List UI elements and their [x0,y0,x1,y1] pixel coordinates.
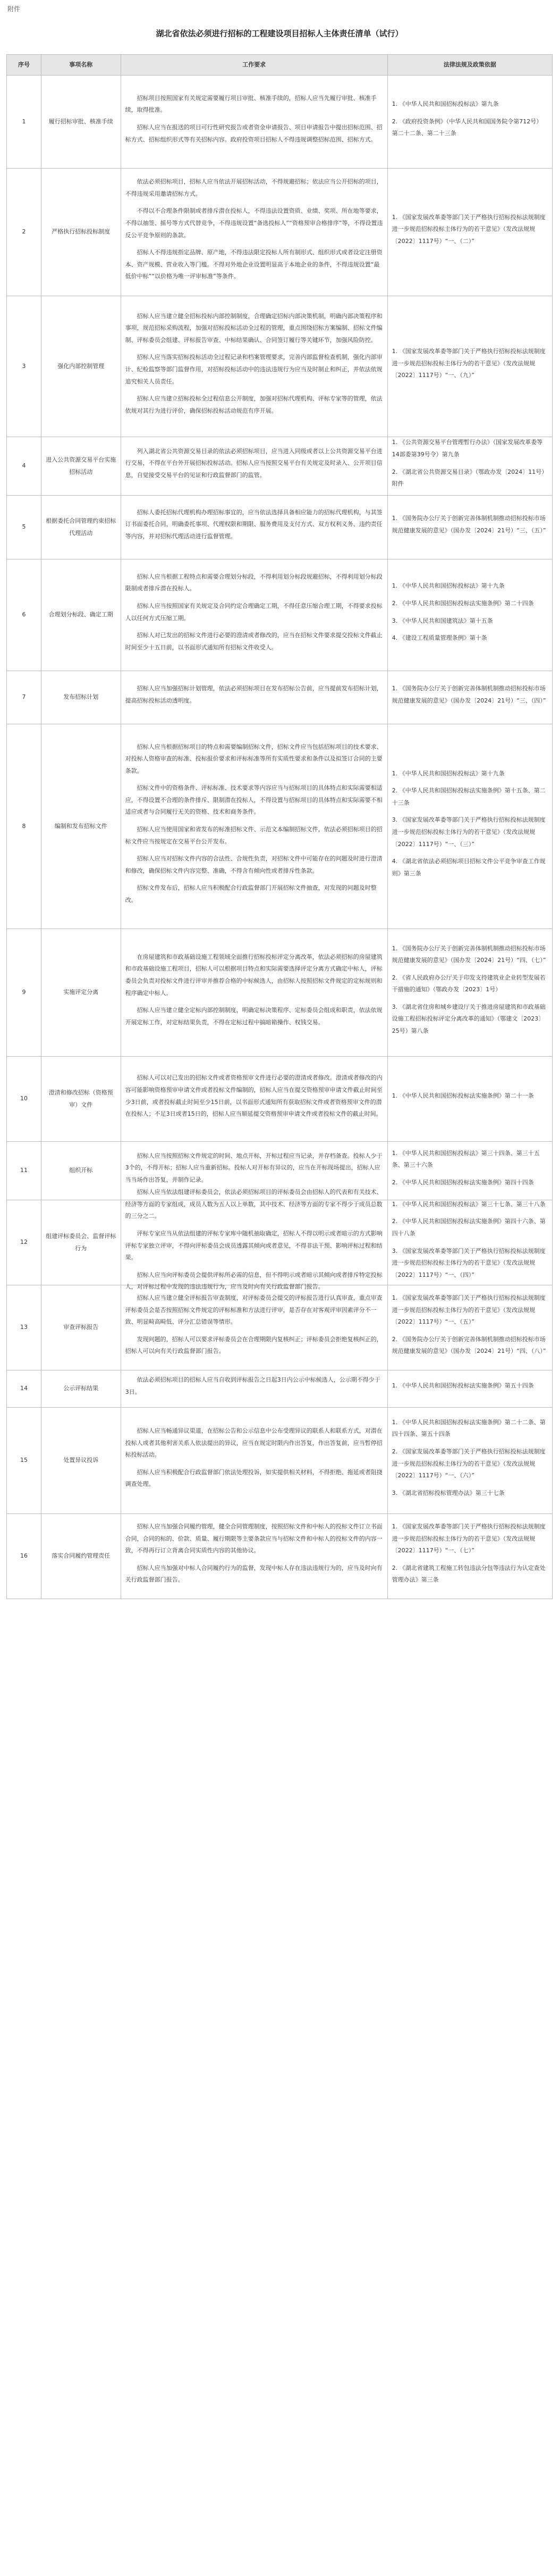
table-row [6,296,553,437]
requirement-paragraph: 招标文件发布后，招标人应当积极配合行政监督部门开展招标文件抽查，对发现的问题及时整改。 [125,884,377,904]
requirement-paragraph: 招标人应当加强合同履约管理，健全合同管理制度，按照招标文件和中标人的投标文件订立书面合同，合同的标的、价款、质量、履行期限等主要条款应当与招标文件和中标人的投标文件的内容一致，不得再行订立背离合同实质性内容的其他协议。 [125,1523,383,1554]
table-row [6,1285,553,1370]
table-row [6,496,553,559]
requirement-paragraph: 招标人应当在报送的项目可行性研究报告或者资金申请报告、项目申请报告中提出招标范围、招标方式、招标组织形式等有关招标内容。政府投资项目招标人不得违规调整招标范围、招标方式。 [125,124,383,143]
header-basis: 法律法规及政策依据 [387,55,552,75]
basis-entry: 1. 《国务院办公厅关于创新完善体制机制推动招标投标市场规范健康发展的意见》（国办发〔2024〕21号）“三、（五）” [392,514,546,534]
requirement-paragraph: 招标人应当根据招标项目的特点和需要编制招标文件，招标文件应当包括招标项目的技术要求、对投标人资格审查的标准、投标报价要求和评标标准等所有实质性要求和条件以及拟签订合同的主要条款。 [125,743,383,774]
basis-cell [387,1370,552,1407]
basis-entry: 1. 《中华人民共和国招标投标法实施条例》第五十四条 [392,1382,534,1390]
header-no: 序号 [18,61,30,69]
item-name: 发布招标计划 [41,671,121,724]
table-row [6,1189,553,1291]
basis-entry: 2. 《省人民政府办公厅关于印发支持建筑业企业转型发展若干措施的通知》（鄂政办发〔2023〕1号） [392,974,546,993]
requirement-paragraph: 列入湖北省公共资源交易目录的依法必须招标项目，应当进入同级或者以上公共资源交易平台进行交易，不得在平台外开展招标投标活动。招标人应当按照交易平台有关规定及时录入、公开项目信息，自觉接受交易平台的见证和行政监督部门的监管。 [125,447,383,479]
requirement-paragraph: 招标人应当畅通异议渠道，在招标公告和公示信息中公布受理异议的联系人和联系方式，对潜在投标人或者其他利害关系人依法提出的异议，应当在规定时限内作出答复，作出答复前，应当暂停招标投标活动。 [125,1427,383,1459]
table-row [6,559,553,671]
row-number: 10 [20,1095,28,1102]
table-row [6,437,553,496]
requirements-cell [121,496,387,559]
basis-entry: 3. 《国家发展改革委等部门关于严格执行招标投标法规制度进一步规范招标投标主体行为的若干意见》（发改法规规〔2022〕1117号）“一、（三）” [392,816,546,848]
basis-entry: 2. 《中华人民共和国招标投标法实施条例》第四十六条、第四十八条 [392,1218,546,1237]
item-name: 落实合同履约管理责任 [41,1514,121,1599]
row-number: 8 [22,822,26,830]
table-row [6,1057,553,1142]
requirements-cell [121,1057,387,1141]
basis-entry: 1. 《国务院办公厅关于创新完善体制机制推动招标投标市场规范健康发展的意见》（国办发〔2024〕21号）“四、（七）” [392,944,546,964]
header-item: 事项名称 [41,55,121,75]
basis-cell [387,76,552,168]
requirements-cell [121,437,387,495]
row-number: 12 [20,1239,28,1246]
basis-entry: 2. 《中华人民共和国招标投标法实施条例》第四十四条 [392,1178,534,1186]
requirements-cell [121,1370,387,1407]
requirement-paragraph: 招标人应当建立招标投标全过程信息公开制度，加强对招标代理机构、评标专家等的管理，依法依规对其行为进行评价，确保招标投标活动规范有序开展。 [125,395,383,414]
row-number: 7 [22,693,26,701]
requirements-cell [121,671,387,724]
requirement-paragraph: 招标文件中的资格条件、评标标准、技术要求等内容应当与招标项目的具体特点和实际需要相适应，不得设置不合理的条件排斥、限制潜在投标人，不得设置与招标项目的具体特点和实际需要不相适应或者与合同履行无关的资格、技术和商务条件。 [125,784,383,816]
requirements-cell [121,1285,387,1370]
requirements-cell [121,929,387,1056]
basis-entry: 1. 《中华人民共和国招标投标法》第九条 [392,101,499,108]
basis-entry: 1. 《中华人民共和国招标投标法实施条例》第二十一条 [392,1092,534,1100]
row-number: 11 [20,1167,28,1174]
requirement-paragraph: 在房屋建筑和市政基础设施工程领域全面推行招标投标评定分离改革，依法必须招标的房屋建筑和市政基础设施工程项目，招标人可以根据项目特点和实际需要选择评定分离方式确定中标人，评标委员会负责对投标文件进行评审并推荐合格的中标候选人，由招标人按照招标文件规定的定标规则和程序确定中标人。 [125,953,383,997]
basis-entry: 1. 《国务院办公厅关于创新完善体制机制推动招标投标市场规范健康发展的意见》（国办发〔2024〕21号）“三、（四）” [392,684,546,704]
basis-entry: 1. 《国家发展改革委等部门关于严格执行招标投标法规制度进一步规范招标投标主体行为的若干意见》（发改法规规〔2022〕1117号）“一、（九）” [392,348,546,379]
basis-cell [387,671,552,724]
requirement-paragraph: 招标人应当落实招标投标活动全过程记录和档案管理要求，完善内部监督检查机制，强化内部审计、纪检监察等部门监督作用，对招标投标活动中的违法违规行为应当及时制止和纠正，并依法依规追究相关人员责任。 [125,354,383,385]
basis-entry: 1. 《国家发展改革委等部门关于严格执行招标投标法规制度进一步规范招标投标主体行为的若干意见》（发改法规规〔2022〕1117号）“一、（七）” [392,1523,546,1554]
requirement-paragraph: 依法必须招标项目的招标人应当自收到评标报告之日起3日内公示中标候选人，公示期不得少于3日。 [125,1376,380,1395]
row-number: 9 [22,989,26,996]
requirements-cell [121,724,387,929]
requirement-paragraph: 招标人对已发出的招标文件进行必要的澄清或者修改的，应当在招标文件要求提交投标文件截止时间至少十五日前，以书面形式通知所有招标文件收受人。 [125,632,383,651]
basis-entry: 2. 《国务院办公厅关于创新完善体制机制推动招标投标市场规范健康发展的意见》（国办发〔2024〕21号）“四、（八）” [392,1335,546,1355]
basis-entry: 1. 《中华人民共和国招标投标法》第三十七条、第三十八条 [392,1200,546,1208]
item-name: 公示评标结果 [41,1370,121,1407]
basis-cell [387,559,552,671]
requirement-paragraph: 招标人应当建立健全评标报告审查制度，对评标委员会提交的评标报告进行认真审查，重点审查评标委员会是否按照招标文件规定的评标标准和方法进行评审，是否存在对客观评审因素评分不一致、明显畸高畸低、评分汇总错误等情形。 [125,1294,383,1326]
requirement-paragraph: 招标人可以对已发出的招标文件或者资格预审文件进行必要的澄清或者修改。澄清或者修改的内容可能影响资格预审申请文件或者投标文件编制的，招标人应当在提交资格预审申请文件截止时间至少3日前，或者投标截止时间至少15日前，以书面形式通知所有获取招标文件或者资格预审文件的潜在投标人；不足3日或者15日的，招标人应当顺延提交资格预审申请文件或者投标文件的截止时间。 [125,1074,383,1118]
basis-cell [387,496,552,559]
table-row [6,724,553,929]
table-row [6,1370,553,1408]
basis-cell [387,1142,552,1200]
item-name: 实施评定分离 [41,929,121,1056]
item-name: 进入公共资源交易平台实施招标活动 [41,437,121,495]
requirement-paragraph: 依法必须招标项目，招标人应当依法开展招标活动，不得规避招标；依法应当公开招标的项目，不得违规采用邀请招标方式。 [125,178,383,197]
item-name: 履行招标审批、核准手续 [41,76,121,168]
basis-entry: 1. 《中华人民共和国招标投标法实施条例》第二十二条、第四十四条、第五十四条 [392,1418,546,1438]
table-row [6,671,553,724]
item-name: 合理划分标段、确定工期 [41,559,121,671]
basis-entry: 2. 《湖北省建筑工程施工转包违法分包等违法行为认定查处管理办法》第三条 [392,1564,546,1584]
row-number: 13 [20,1324,28,1331]
basis-cell [387,437,552,495]
row-number: 3 [22,362,26,370]
basis-entry: 1. 《中华人民共和国招标投标法》第三十四条、第三十五条、第三十六条 [392,1149,540,1169]
basis-entry: 3. 《国家发展改革委等部门关于严格执行招标投标法规制度进一步规范招标投标主体行为的若干意见》（发改法规规〔2022〕1117号）“一、（四）” [392,1247,546,1278]
requirement-paragraph: 招标人应当按照国家有关规定及合同约定合理确定工期，不得任意压缩合理工期，不得要求投标人以任何方式压缩工期。 [125,602,383,622]
document-title: 湖北省依法必须进行招标的工程建设项目招标人主体责任清单（试行） [156,29,403,38]
basis-entry: 2. 《政府投资条例》（中华人民共和国国务院令第712号）第二十二条、第二十三条 [392,118,543,137]
requirement-paragraph: 招标人应当加强对中标人合同履约行为的监督，发现中标人存在违法违规行为的，应当及时向有关行政监督部门报告。 [125,1564,383,1584]
basis-entry: 3. 《湖北省招标投标管理办法》第三十七条 [392,1489,505,1496]
basis-cell [387,1514,552,1599]
requirement-paragraph: 招标人应当依法组建评标委员会，依法必须招标项目的评标委员会由招标人的代表和有关技术、经济等方面的专家组成，成员人数为五人以上单数，其中技术、经济等方面的专家不得少于成员总数的三分之二。 [125,1189,383,1220]
table-row [6,76,553,169]
item-name: 处置异议投诉 [41,1408,121,1513]
requirement-paragraph: 招标人应当按照招标文件规定的时间、地点开标，开标过程应当记录，并存档备查。投标人少于3个的，不得开标；招标人应当重新招标。投标人对开标有异议的，应当在开标现场提出，招标人应当当场作出答复，并制作记录。 [125,1152,383,1183]
table-row [6,929,553,1057]
requirement-paragraph: 招标人应当对招标文件内容的合法性、合规性负责，对招标文件中可能存在的问题及时进行澄清和修改，确保招标文件内容完整、准确，不得含有倾向性或者排斥性条款。 [125,855,383,874]
requirements-cell [121,169,387,296]
item-name: 审查评标报告 [41,1285,121,1370]
requirement-paragraph: 招标人应当建立健全定标内部控制制度，明确定标决策程序、定标委员会组成和职责，依法依规开展定标工作，对定标结果负责，不得在定标过程中搞暗箱操作、权钱交易。 [125,1007,383,1026]
basis-cell [387,724,552,929]
row-number: 2 [22,228,26,236]
row-number: 14 [20,1385,28,1392]
row-number: 15 [20,1457,28,1464]
requirements-cell [121,1514,387,1599]
basis-entry: 4. 《建设工程质量管理条例》第十条 [392,634,487,642]
requirements-cell [121,296,387,437]
item-name: 澄清和修改招标（资格预审）文件 [41,1057,121,1141]
basis-entry: 1. 《国家发展改革委等部门关于严格执行招标投标法规制度进一步规范招标投标主体行为的若干意见》（发改法规规〔2022〕1117号）“一、（五）” [392,1294,546,1326]
requirements-cell [121,1408,387,1513]
requirement-paragraph: 评标专家应当从依法组建的评标专家库中随机抽取确定，招标人不得以明示或者暗示的方式影响评标专家独立评审，不得向评标委员会成员透露其倾向或者意见，不得非法干预、影响评标过程和结果。 [125,1230,383,1261]
basis-cell [387,1408,552,1513]
attachment-label: 附件 [7,5,21,13]
basis-entry: 2. 《湖北省公共资源交易目录》（鄂政办发〔2024〕11号）附件 [392,468,548,488]
basis-entry: 3. 《湖北省住房和城乡建设厅关于推进房屋建筑和市政基础设施工程招标投标评定分离改革的通知》（鄂建文〔2023〕25号）第八条 [392,1003,546,1034]
requirement-paragraph: 招标人应当使用国家和省发布的标准招标文件、示范文本编制招标文件，依法必须招标项目的招标文件应当按规定在交易平台公开发布。 [125,826,383,845]
table-row [6,1408,553,1514]
row-number: 6 [22,611,26,618]
item-name: 强化内部控制管理 [41,296,121,437]
requirement-paragraph: 招标人应当建立健全招标投标内部控制制度，合理确定招标内部决策机制，明确内部决策程序和事项，规范招标采购流程，加强对招标投标活动全过程的管理，重点围绕招标方案编制、招标文件编制、评标委员会组建、评标报告审查、中标结果确认、合同签订履行等关键环节，加强风险防控。 [125,312,383,344]
item-name: 根据委托合同管理约束招标代理活动 [41,496,121,559]
basis-cell [387,169,552,296]
basis-cell [387,1285,552,1370]
requirement-paragraph: 招标人应当加强招标计划管理，依法必须招标项目在发布招标公告前，应当提前发布招标计划，提高招标投标活动透明度。 [125,684,383,704]
row-number: 1 [22,118,26,125]
requirements-cell [121,559,387,671]
requirement-paragraph: 招标人应当向评标委员会提供评标所必需的信息，但不得明示或者暗示其倾向或者排斥特定投标人，对评标过程中发现的违法违规行为，应当及时向有关行政监督部门报告。 [125,1271,383,1291]
item-name: 组建评标委员会、监督评标行为 [41,1200,121,1285]
requirement-paragraph: 招标人委托招标代理机构办理招标事宜的，应当依法选择具备相应能力的招标代理机构，与其签订书面委托合同，明确委托事项、代理权限和期限、服务费用及支付方式、双方权利义务、违约责任等内容，并对招标代理活动进行监督管理。 [125,508,383,540]
basis-entry: 1. 《中华人民共和国招标投标法》第十九条 [392,582,505,590]
row-number: 16 [20,1552,28,1560]
row-number: 4 [22,462,26,470]
basis-cell [387,1057,552,1141]
basis-entry: 1. 《公共资源交易平台管理暂行办法》（国家发展改革委等14部委第39号令）第九条 [392,439,543,458]
basis-entry: 2. 《中华人民共和国招标投标法实施条例》第十五条、第二十三条 [392,787,546,806]
basis-entry: 1. 《中华人民共和国招标投标法》第十九条 [392,770,505,777]
basis-entry: 4. 《湖北省依法必须招标项目招标文件公平竞争审查工作规则》第三条 [392,858,546,877]
requirements-cell [121,1189,387,1291]
table-header-row [6,54,553,76]
requirements-cell [121,76,387,168]
requirement-paragraph: 招标人不得违规指定品牌、原产地，不得违法限定投标人所有制形式、组织形式或者设定注册资本、资产规模、营业收入等门槛。不得对外地企业设置明显高于本地企业的条件，不得违规设置“最低价中标”“以价格为唯一评审标准”等条件。 [125,249,383,280]
basis-cell [387,296,552,437]
basis-cell [387,929,552,1056]
basis-entry: 2. 《国家发展改革委等部门关于严格执行招标投标法规制度进一步规范招标投标主体行为的若干意见》（发改法规规〔2022〕1117号）“一、（六）” [392,1448,546,1479]
item-name: 组织开标 [41,1142,121,1200]
table-row [6,169,553,296]
requirement-paragraph: 发现问题的，招标人可以要求评标委员会在合理期限内复核纠正；评标委员会拒绝复核纠正的，招标人可以向有关行政监督部门报告。 [125,1335,383,1355]
requirement-paragraph: 不得以不合理条件限制或者排斥潜在投标人，不得违法设置资质、业绩、奖项、所在地等要求，不得以抽签、摇号等方式代替竞争，不得违规设置“备选投标人”“资格预审合格排序”等，不得设置违反公平竞争原则的条款。 [125,207,383,239]
requirement-paragraph: 招标人应当积极配合行政监督部门依法处理投诉，如实提供相关材料，不得拒绝、拖延或者阻挠调查处理。 [125,1468,383,1488]
basis-cell [387,1200,552,1285]
header-requirements: 工作要求 [121,55,387,75]
responsibility-table [6,54,553,1599]
item-name: 严格执行招标投标制度 [41,169,121,296]
basis-entry: 3. 《中华人民共和国建筑法》第十五条 [392,617,493,624]
row-number: 5 [22,523,26,531]
requirement-paragraph: 招标人应当根据工程特点和需要合理划分标段，不得利用划分标段规避招标，不得利用划分标段限制或者排斥潜在投标人。 [125,573,383,592]
table-row [6,1514,553,1599]
basis-entry: 1. 《国家发展改革委等部门关于严格执行招标投标法规制度进一步规范招标投标主体行为的若干意见》（发改法规规〔2022〕1117号）“一、（二）” [392,213,546,245]
basis-entry: 2. 《中华人民共和国招标投标法实施条例》第二十四条 [392,599,534,607]
requirement-paragraph: 招标项目按照国家有关规定需要履行项目审批、核准手续的，招标人应当先履行审批、核准手续，取得批准。 [125,94,377,114]
item-name: 编制和发布招标文件 [41,724,121,929]
